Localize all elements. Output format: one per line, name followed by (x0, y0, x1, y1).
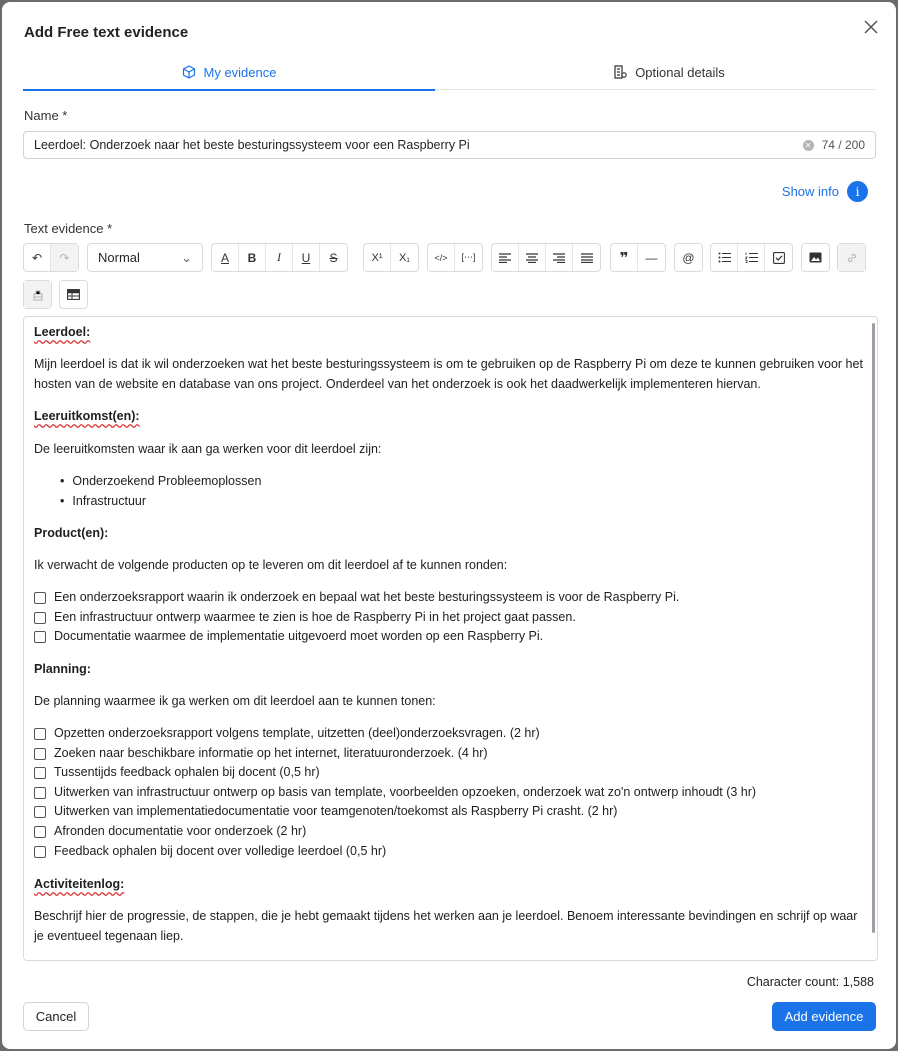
bullet-list-icon (718, 252, 731, 263)
table-icon (67, 289, 80, 300)
tab-optional-details[interactable] (463, 54, 875, 90)
chevron-down-icon: ⌄ (181, 249, 192, 265)
checklist-text: Een infrastructuur ontwerp waarmee te zien is hoe de Raspberry Pi in het project gaat passen. (54, 610, 576, 624)
checklist-text: Feedback ophalen bij docent over volledige leerdoel (0,5 hr) (54, 844, 387, 858)
quote-icon: ❞ (619, 249, 629, 267)
checkbox[interactable] (34, 631, 46, 643)
checkbox[interactable] (34, 767, 46, 779)
text-evidence-editor[interactable] (23, 316, 878, 961)
planning-checklist-item (34, 783, 756, 803)
checklist-text: Uitwerken van implementatiedocumentatie voor teamgenoten/toekomst als Raspberry Pi crasht. (2 hr) (54, 804, 618, 818)
checklist-button[interactable] (765, 244, 792, 271)
planning-checklist-item (34, 822, 306, 842)
planning-checklist-item (34, 763, 320, 783)
checklist-text: Opzetten onderzoeksrapport volgens template, uitzetten (deel)onderzoeksvragen. (2 hr) (54, 726, 540, 740)
align-left-icon (499, 253, 511, 263)
code-icon: </> (434, 252, 448, 263)
heading-activiteiten: Activiteitenlog: (34, 877, 125, 891)
list-item: • Onderzoekend Probleemoplossen (60, 472, 261, 492)
tab-my-evidence-label: My evidence (203, 64, 277, 80)
checklist-text: Een onderzoeksrapport waarin ik onderzoek en bepaal wat het beste besturingssysteem is voor de Raspberry Pi. (54, 590, 680, 604)
clear-icon[interactable]: ✕ (803, 140, 814, 151)
mention-group (674, 243, 703, 272)
justify-button[interactable] (573, 244, 600, 271)
mention-icon: @ (682, 250, 695, 265)
underline-button[interactable] (293, 244, 320, 271)
checkbox[interactable] (34, 826, 46, 838)
show-info-button[interactable] (782, 181, 868, 202)
details-icon (613, 65, 627, 79)
underline-icon: U (301, 250, 311, 265)
planning-checklist-item (34, 802, 617, 822)
strikethrough-icon: S (329, 250, 338, 265)
checklist-text: Tussentijds feedback ophalen bij docent (0,5 hr) (54, 765, 320, 779)
secondary-group-2 (59, 280, 88, 309)
numbered-list-button[interactable] (738, 244, 765, 271)
tab-optional-details-label: Optional details (635, 64, 725, 80)
link-group (837, 243, 866, 272)
list-item: • Infrastructuur (60, 492, 261, 512)
name-input[interactable] (23, 131, 876, 159)
mention-button[interactable] (675, 244, 702, 271)
align-right-button[interactable] (546, 244, 573, 271)
para-leeruitkomst: De leeruitkomsten waar ik aan ga werken voor dit leerdoel zijn: (34, 442, 382, 456)
insert-image-button[interactable] (802, 244, 829, 271)
name-input-value: Leerdoel: Onderzoek naar het beste besturingssysteem voor een Raspberry Pi (34, 138, 470, 152)
font-color-button[interactable] (212, 244, 239, 271)
heading-leerdoel: Leerdoel: (34, 325, 91, 339)
para-activiteiten: Beschrijf hier de progressie, de stappen, die je hebt gemaakt tijdens het werken aan je leerdoel. Benoem interessante bevindingen en schrijf op waar je eventueel tegenaan liep. (34, 909, 858, 943)
superscript-button[interactable] (364, 244, 391, 271)
align-group (491, 243, 601, 272)
eraser-icon (32, 289, 44, 301)
checkbox[interactable] (34, 612, 46, 624)
text-evidence-label: Text evidence * (24, 221, 113, 236)
code-button[interactable] (428, 244, 455, 271)
numbered-list-icon (745, 252, 758, 263)
subscript-button[interactable] (391, 244, 418, 271)
list-group (710, 243, 793, 272)
info-icon: i (847, 181, 868, 202)
close-button[interactable] (860, 16, 882, 38)
bold-icon: B (247, 250, 257, 265)
product-checklist-item (34, 588, 679, 608)
heading-leeruitkomst: Leeruitkomst(en): (34, 409, 140, 423)
add-evidence-dialog (2, 2, 896, 1049)
show-info-label: Show info (781, 184, 839, 199)
checklist-text: Uitwerken van infrastructuur ontwerp op basis van template, voorbeelden opzoeken, onderzoek wat zo'n ontwerp inhoudt (3 hr) (54, 785, 757, 799)
planning-checklist-item (34, 842, 386, 862)
secondary-group-1 (23, 280, 52, 309)
close-icon (864, 20, 878, 34)
name-char-counter: 74 / 200 (821, 138, 865, 152)
para-planning: De planning waarmee ik ga werken om dit leerdoel aan te kunnen tonen: (34, 694, 436, 708)
block-group (610, 243, 666, 272)
format-group (211, 243, 348, 272)
undo-button[interactable] (24, 244, 51, 271)
history-group (23, 243, 79, 272)
horizontal-rule-icon: — (645, 250, 658, 265)
checkbox[interactable] (34, 846, 46, 858)
redo-icon: ↷ (59, 250, 70, 265)
heading-product: Product(en): (34, 526, 109, 540)
editor-scrollbar[interactable] (872, 323, 875, 933)
name-label: Name * (24, 108, 68, 123)
block-style-value: Normal (98, 250, 140, 265)
tab-my-evidence[interactable] (23, 54, 435, 90)
dialog-title: Add Free text evidence (24, 24, 189, 41)
align-center-button[interactable] (519, 244, 546, 271)
justify-icon (581, 253, 593, 263)
planning-checklist-item (34, 724, 540, 744)
checklist-text: Afronden documentatie voor onderzoek (2 hr) (54, 824, 307, 838)
checkbox[interactable] (34, 806, 46, 818)
italic-button[interactable] (266, 244, 293, 271)
code-block-icon: [⋯] (461, 252, 476, 262)
redo-button[interactable] (51, 244, 78, 271)
checklist-icon (773, 252, 785, 264)
character-count: Character count: 1,588 (746, 975, 874, 989)
bullet-list-button[interactable] (711, 244, 738, 271)
font-color-icon: A (220, 250, 229, 265)
add-evidence-button[interactable]: Add evidence (772, 1002, 876, 1031)
script-group (363, 243, 419, 272)
image-group (801, 243, 830, 272)
link-icon (846, 252, 858, 264)
checkbox[interactable] (34, 748, 46, 760)
insert-table-button[interactable] (60, 281, 87, 308)
strikethrough-button[interactable] (320, 244, 347, 271)
block-style-select[interactable] (87, 243, 203, 272)
blockquote-button[interactable] (611, 244, 638, 271)
code-group (427, 243, 483, 272)
heading-planning: Planning: (34, 662, 91, 676)
code-block-button[interactable] (455, 244, 482, 271)
clear-formatting-button[interactable] (24, 281, 51, 308)
italic-icon: I (277, 250, 281, 264)
horizontal-rule-button[interactable] (638, 244, 665, 271)
product-checklist-item (34, 627, 543, 647)
align-left-button[interactable] (492, 244, 519, 271)
checkbox[interactable] (34, 787, 46, 799)
cube-icon (182, 65, 196, 79)
product-checklist-item (34, 608, 576, 628)
checkbox[interactable] (34, 592, 46, 604)
checkbox[interactable] (34, 728, 46, 740)
planning-checklist-item (34, 744, 488, 764)
subscript-icon: X₁ (398, 251, 411, 264)
tab-bar (23, 54, 876, 90)
checklist-text: Zoeken naar beschikbare informatie op het internet, literatuuronderzoek. (4 hr) (54, 746, 488, 760)
image-icon (809, 252, 822, 263)
cancel-button[interactable]: Cancel (23, 1002, 89, 1031)
para-leerdoel: Mijn leerdoel is dat ik wil onderzoeken wat het beste besturingssysteem is om te gebruiken op de Raspberry Pi om deze te kunnen gebruiken voor het hosten van de website en database van ons project. Onderdeel van het onderzoek is ook het daadwerkelijk implementeren hiervan. (34, 357, 863, 391)
checklist-text: Documentatie waarmee de implementatie uitgevoerd moet worden op een Raspberry Pi. (54, 629, 544, 643)
para-product: Ik verwacht de volgende producten op te leveren om dit leerdoel af te kunnen ronden: (34, 558, 508, 572)
align-center-icon (526, 253, 538, 263)
leeruitkomsten-list (60, 472, 261, 511)
superscript-icon: X¹ (371, 251, 383, 264)
bold-button[interactable] (239, 244, 266, 271)
undo-icon: ↶ (31, 250, 43, 265)
align-right-icon (553, 253, 565, 263)
insert-link-button[interactable] (838, 244, 865, 271)
